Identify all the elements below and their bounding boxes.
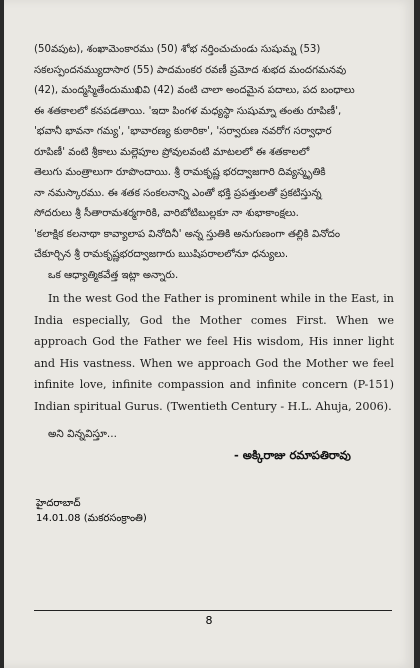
- telugu-line: నా నమస్కారము. ఈ శతక సంకలనాన్ని ఎంతో భక్తి ప్రపత్తులతో ప్రకటిస్తున్న: [34, 187, 322, 199]
- date-line: 14.01.08 (మకరసంక్రాంతి): [36, 513, 147, 524]
- book-page: [4, 0, 414, 668]
- telugu-line: సోదరులు శ్రీ సీతారామశర్మగారికి, వారిబోటిబుల్లకూ నా శుభాకాంక్షలు.: [34, 208, 299, 219]
- english-quote: In the west God the Father is prominent while in the East, in India especially, God the Mother comes First. When we approach God the Father we feel His wisdom, His inner light and His vastness. When we approach God the Mother we feel infinite love, infinite compassion and infinite concern (P-151) Indian spiritual Gurus. (Twentieth Century - H.L. Ahuja, 2006).: [34, 292, 394, 413]
- telugu-line: సకలస్పందనమ్యుదాసార (55) పాదమంకర రవణీ ప్రమోద శుభద మందగమనవు: [34, 64, 347, 76]
- telugu-line: ఈ శతకాలలో కనపడతాయి. 'ఇదా పింగళ మధ్యస్థా సుషుమ్నా తంతు రూపిణీ',: [34, 105, 342, 117]
- footer-rule: [34, 610, 392, 611]
- telugu-line: (42), మంద్మస్మితేందుముఖివి (42) వంటి చాలా అందమైన పదాలు, పద బంధాలు: [34, 85, 355, 96]
- place-name: హైదరాబాద్: [36, 498, 81, 509]
- page-body: [34, 40, 394, 443]
- telugu-line: ఒక ఆధ్యాత్మికవేత్త ఇట్లా అన్నారు.: [48, 269, 179, 281]
- author-signature: - అక్కిరాజు రమాపతిరావు: [234, 448, 351, 462]
- telugu-line: తెలుగు మంత్రాలుగా రూపొందాయి. శ్రీ రామకృష్ణ భరద్వాజగారి దివ్యస్మృతికి: [34, 167, 326, 178]
- telugu-line: 'భవానీ భావనా గమ్య', 'భావారణ్య కుఠారికా', 'సర్వారుణ నవరోగ సర్వాధార: [34, 126, 332, 137]
- telugu-line: 'కలాక్షిక కలనాథా కావ్యాలాప వినోదినీ' అన్న స్తుతికి అనుగుణంగా తల్లికి వినోదం: [34, 228, 341, 240]
- telugu-line: చేకూర్చిన శ్రీ రామకృష్ణభరద్వాజగారు ఋషిపరాలలోనూ ధన్యులు.: [34, 249, 289, 260]
- telugu-line: రూపిణీ' వంటి శ్రీకాలు మల్లెపూల ప్రోవులవంటి మాటలలో ఈ శతకాలలో: [34, 146, 310, 158]
- closing-line: అని విన్నవిస్తూ...: [48, 428, 117, 441]
- page-number: 8: [205, 614, 213, 627]
- telugu-line: (50వపుట), శంఖామెంకారము (50) శోభ నర్తించుచుండు సుషుమ్న (53): [34, 44, 321, 55]
